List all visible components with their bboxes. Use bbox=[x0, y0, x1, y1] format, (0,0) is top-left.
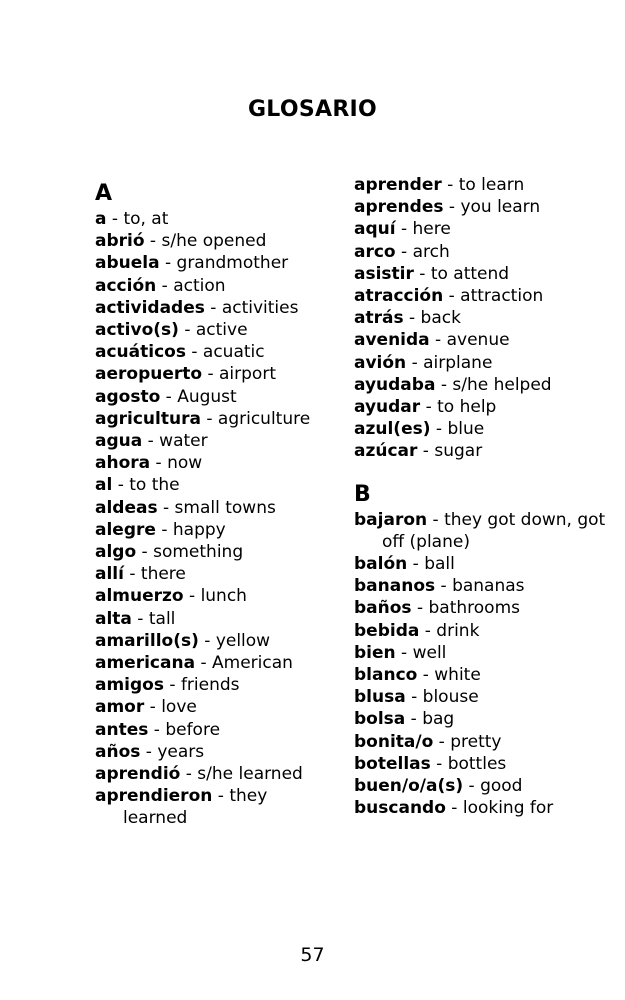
glossary-term: aeropuerto bbox=[95, 364, 203, 385]
glossary-definition: small towns bbox=[174, 497, 276, 518]
term-separator: - bbox=[411, 598, 429, 619]
glossary-term: aldeas bbox=[95, 497, 158, 518]
glossary-term: bebida bbox=[354, 620, 420, 641]
glossary-entry bbox=[95, 452, 335, 474]
glossary-term: bien bbox=[354, 642, 396, 663]
glossary-definition: now bbox=[167, 453, 203, 474]
glossary-term: azúcar bbox=[354, 441, 418, 462]
glossary-definition: friends bbox=[180, 675, 240, 696]
glossary-entry bbox=[354, 174, 614, 196]
term-separator: - bbox=[144, 697, 162, 718]
glossary-definition: active bbox=[195, 320, 248, 341]
term-separator: - bbox=[417, 665, 435, 686]
glossary-definition: bottles bbox=[447, 753, 507, 774]
term-separator: - bbox=[159, 253, 177, 274]
glossary-definition: well bbox=[412, 642, 447, 663]
glossary-term: allí bbox=[95, 564, 124, 585]
term-separator: - bbox=[178, 320, 196, 341]
term-separator: - bbox=[435, 374, 453, 395]
glossary-entry bbox=[95, 696, 335, 718]
glossary-term: bolsa bbox=[354, 709, 406, 730]
glossary-term: buscando bbox=[354, 798, 446, 819]
glossary-entry bbox=[354, 664, 614, 686]
glossary-definition: airport bbox=[219, 364, 276, 385]
term-separator: - bbox=[441, 175, 459, 195]
glossary-term: años bbox=[95, 741, 141, 762]
glossary-term: americana bbox=[95, 653, 196, 674]
glossary-term: acuáticos bbox=[95, 342, 186, 363]
glossary-definition: yellow bbox=[215, 630, 271, 651]
glossary-entry bbox=[95, 652, 335, 674]
term-separator: - bbox=[406, 352, 424, 373]
section-letter: B bbox=[354, 481, 371, 507]
glossary-definition: grandmother bbox=[176, 253, 289, 274]
glossary-entry bbox=[354, 196, 614, 218]
glossary-entry bbox=[95, 386, 335, 408]
glossary-entry bbox=[95, 519, 335, 541]
glossary-term: buen/o/a(s) bbox=[354, 776, 464, 797]
glossary-entry bbox=[95, 608, 335, 630]
glossary-term: bonita/o bbox=[354, 731, 434, 752]
glossary-entry bbox=[354, 620, 614, 642]
glossary-definition: before bbox=[165, 719, 221, 740]
glossary-definition: blouse bbox=[422, 687, 479, 708]
glossary-entry bbox=[95, 497, 335, 519]
glossary-definition: s/he helped bbox=[452, 374, 552, 395]
term-separator: - bbox=[202, 364, 220, 385]
glossary-definition: happy bbox=[172, 519, 226, 540]
glossary-term: antes bbox=[95, 719, 149, 740]
glossary-definition: they learned bbox=[123, 786, 268, 829]
term-separator: - bbox=[430, 753, 448, 774]
glossary-entry bbox=[95, 319, 335, 341]
glossary-entry bbox=[95, 541, 335, 563]
glossary-entry bbox=[95, 563, 335, 585]
glossary-term: a bbox=[95, 209, 107, 229]
glossary-definition: love bbox=[161, 697, 197, 718]
glossary-definition: arch bbox=[412, 241, 450, 262]
term-separator: - bbox=[112, 475, 130, 496]
glossary-term: aprendieron bbox=[95, 786, 213, 807]
glossary-entry bbox=[354, 285, 614, 307]
term-separator: - bbox=[417, 441, 435, 462]
term-separator: - bbox=[405, 709, 423, 730]
glossary-entry bbox=[95, 474, 335, 496]
glossary-term: blusa bbox=[354, 687, 406, 708]
term-separator: - bbox=[200, 408, 218, 429]
glossary-entry bbox=[95, 230, 335, 252]
glossary-term: amor bbox=[95, 697, 145, 718]
glossary-entry bbox=[95, 341, 335, 363]
term-separator: - bbox=[407, 554, 425, 575]
glossary-definition: s/he learned bbox=[197, 764, 303, 785]
glossary-entry bbox=[354, 553, 614, 575]
glossary-term: amigos bbox=[95, 675, 164, 696]
glossary-entry bbox=[354, 418, 614, 440]
glossary-entry bbox=[354, 440, 614, 462]
glossary-definition: to help bbox=[437, 397, 497, 418]
term-separator: - bbox=[395, 219, 413, 240]
term-separator: - bbox=[445, 798, 463, 819]
term-separator: - bbox=[144, 231, 162, 252]
term-separator: - bbox=[395, 642, 413, 663]
term-separator: - bbox=[136, 542, 154, 563]
term-separator: - bbox=[420, 397, 438, 418]
glossary-definition: white bbox=[434, 665, 481, 686]
term-separator: - bbox=[443, 286, 461, 307]
glossary-term: avión bbox=[354, 352, 407, 373]
glossary-term: atrás bbox=[354, 308, 404, 329]
glossary-entry bbox=[95, 785, 335, 829]
glossary-entry bbox=[354, 329, 614, 351]
glossary-term: asistir bbox=[354, 263, 414, 284]
glossary-definition: here bbox=[412, 219, 451, 240]
term-separator: - bbox=[212, 786, 230, 807]
glossary-entry bbox=[95, 585, 335, 607]
term-separator: - bbox=[443, 197, 461, 218]
glossary-definition: acuatic bbox=[202, 342, 265, 363]
glossary-term: agosto bbox=[95, 386, 161, 407]
term-separator: - bbox=[185, 342, 203, 363]
glossary-definition: August bbox=[177, 386, 237, 407]
glossary-term: bananos bbox=[354, 576, 436, 597]
glossary-definition: sugar bbox=[434, 441, 483, 462]
term-separator: - bbox=[198, 630, 216, 651]
glossary-entry bbox=[95, 763, 335, 785]
glossary-entry bbox=[95, 297, 335, 319]
glossary-definition: agriculture bbox=[217, 408, 311, 429]
term-separator: - bbox=[180, 764, 198, 785]
glossary-entry bbox=[354, 797, 614, 819]
glossary-term: blanco bbox=[354, 665, 418, 686]
term-separator: - bbox=[156, 275, 174, 296]
glossary-entry bbox=[354, 396, 614, 418]
glossary-entry bbox=[354, 731, 614, 753]
glossary-definition: activities bbox=[221, 297, 299, 318]
glossary-term: bajaron bbox=[354, 509, 428, 530]
glossary-column-left bbox=[95, 174, 335, 830]
glossary-definition: bathrooms bbox=[428, 598, 520, 619]
glossary-entry bbox=[95, 741, 335, 763]
term-separator: - bbox=[106, 209, 124, 229]
glossary-term: algo bbox=[95, 542, 137, 563]
glossary-column-right bbox=[354, 174, 614, 819]
glossary-entry bbox=[354, 686, 614, 708]
glossary-entry bbox=[95, 630, 335, 652]
glossary-term: almuerzo bbox=[95, 586, 184, 607]
term-separator: - bbox=[142, 431, 160, 452]
glossary-definition: bananas bbox=[452, 576, 525, 597]
page-title: GLOSARIO bbox=[247, 97, 378, 122]
term-separator: - bbox=[195, 653, 213, 674]
glossary-definition: water bbox=[159, 431, 208, 452]
glossary-definition: back bbox=[420, 308, 461, 329]
term-separator: - bbox=[430, 419, 448, 440]
glossary-term: abuela bbox=[95, 253, 160, 274]
glossary-term: avenida bbox=[354, 330, 430, 351]
glossary-entry bbox=[354, 753, 614, 775]
glossary-definition: to learn bbox=[458, 175, 525, 195]
term-separator: - bbox=[123, 564, 141, 585]
glossary-definition: to attend bbox=[430, 263, 510, 284]
glossary-term: agricultura bbox=[95, 408, 201, 429]
glossary-term: balón bbox=[354, 554, 408, 575]
section-gap bbox=[354, 463, 614, 475]
glossary-term: activo(s) bbox=[95, 320, 179, 341]
glossary-definition: airplane bbox=[423, 352, 493, 373]
term-separator: - bbox=[160, 386, 178, 407]
glossary-term: ahora bbox=[95, 453, 151, 474]
term-separator: - bbox=[433, 731, 451, 752]
glossary-term: acción bbox=[95, 275, 157, 296]
glossary-definition: action bbox=[173, 275, 226, 296]
glossary-definition: lunch bbox=[200, 586, 247, 607]
glossary-entry bbox=[95, 363, 335, 385]
glossary-definition: you learn bbox=[460, 197, 541, 218]
term-separator: - bbox=[163, 675, 181, 696]
glossary-definition: pretty bbox=[450, 731, 502, 752]
glossary-entry bbox=[95, 252, 335, 274]
glossary-entry bbox=[354, 374, 614, 396]
glossary-definition: drink bbox=[436, 620, 480, 641]
glossary-term: aprendes bbox=[354, 197, 444, 218]
glossary-definition: American bbox=[212, 653, 293, 674]
glossary-entry bbox=[354, 775, 614, 797]
glossary-term: aprender bbox=[354, 175, 442, 195]
glossary-definition: years bbox=[157, 741, 205, 762]
glossary-entry bbox=[95, 408, 335, 430]
glossary-term: atracción bbox=[354, 286, 444, 307]
glossary-definition: bag bbox=[422, 709, 455, 730]
term-separator: - bbox=[429, 330, 447, 351]
term-separator: - bbox=[435, 576, 453, 597]
glossary-term: aprendió bbox=[95, 764, 181, 785]
page-number: 57 bbox=[300, 944, 325, 966]
term-separator: - bbox=[419, 620, 437, 641]
glossary-term: alegre bbox=[95, 519, 156, 540]
glossary-entry bbox=[354, 642, 614, 664]
glossary-definition: attraction bbox=[460, 286, 544, 307]
glossary-definition: good bbox=[480, 776, 523, 797]
glossary-term: agua bbox=[95, 431, 143, 452]
term-separator: - bbox=[131, 608, 149, 629]
glossary-term: actividades bbox=[95, 297, 205, 318]
glossary-term: abrió bbox=[95, 231, 145, 252]
glossary-entry bbox=[95, 674, 335, 696]
glossary-entry bbox=[354, 352, 614, 374]
term-separator: - bbox=[427, 509, 445, 530]
glossary-term: botellas bbox=[354, 753, 431, 774]
term-separator: - bbox=[403, 308, 421, 329]
glossary-entry bbox=[95, 430, 335, 452]
term-separator: - bbox=[155, 519, 173, 540]
glossary-term: arco bbox=[354, 241, 396, 262]
section-letter: A bbox=[95, 181, 113, 206]
glossary-definition: looking for bbox=[462, 798, 554, 819]
glossary-term: al bbox=[95, 475, 113, 496]
glossary-definition: something bbox=[153, 542, 244, 563]
term-separator: - bbox=[148, 719, 166, 740]
term-separator: - bbox=[395, 241, 413, 262]
glossary-term: ayudar bbox=[354, 397, 421, 418]
glossary-term: aquí bbox=[354, 219, 396, 240]
glossary-entry bbox=[354, 575, 614, 597]
term-separator: - bbox=[463, 776, 481, 797]
glossary-term: amarillo(s) bbox=[95, 630, 199, 651]
glossary-entry bbox=[354, 263, 614, 285]
term-separator: - bbox=[405, 687, 423, 708]
term-separator: - bbox=[413, 263, 431, 284]
glossary-entry bbox=[354, 509, 614, 553]
glossary-term: baños bbox=[354, 598, 412, 619]
glossary-entry bbox=[354, 218, 614, 240]
glossary-definition: there bbox=[140, 564, 186, 585]
glossary-definition: to, at bbox=[123, 209, 169, 229]
glossary-entry bbox=[354, 597, 614, 619]
glossary-definition: blue bbox=[447, 419, 485, 440]
term-separator: - bbox=[183, 586, 201, 607]
glossary-definition: to the bbox=[129, 475, 180, 496]
glossary-definition: ball bbox=[424, 554, 455, 575]
glossary-definition: s/he opened bbox=[161, 231, 267, 252]
term-separator: - bbox=[150, 453, 168, 474]
glossary-entry bbox=[354, 241, 614, 263]
glossary-definition: avenue bbox=[446, 330, 510, 351]
glossary-definition: tall bbox=[148, 608, 176, 629]
term-separator: - bbox=[157, 497, 175, 518]
glossary-term: alta bbox=[95, 608, 132, 629]
glossary-entry bbox=[354, 307, 614, 329]
glossary-definition: they got down, got off (plane) bbox=[382, 509, 606, 552]
glossary-entry bbox=[354, 708, 614, 730]
term-separator: - bbox=[204, 297, 222, 318]
glossary-term: ayudaba bbox=[354, 374, 436, 395]
glossary-entry bbox=[95, 275, 335, 297]
glossary-term: azul(es) bbox=[354, 419, 431, 440]
term-separator: - bbox=[140, 741, 158, 762]
glossary-entry bbox=[95, 719, 335, 741]
glossary-entry bbox=[95, 208, 335, 230]
